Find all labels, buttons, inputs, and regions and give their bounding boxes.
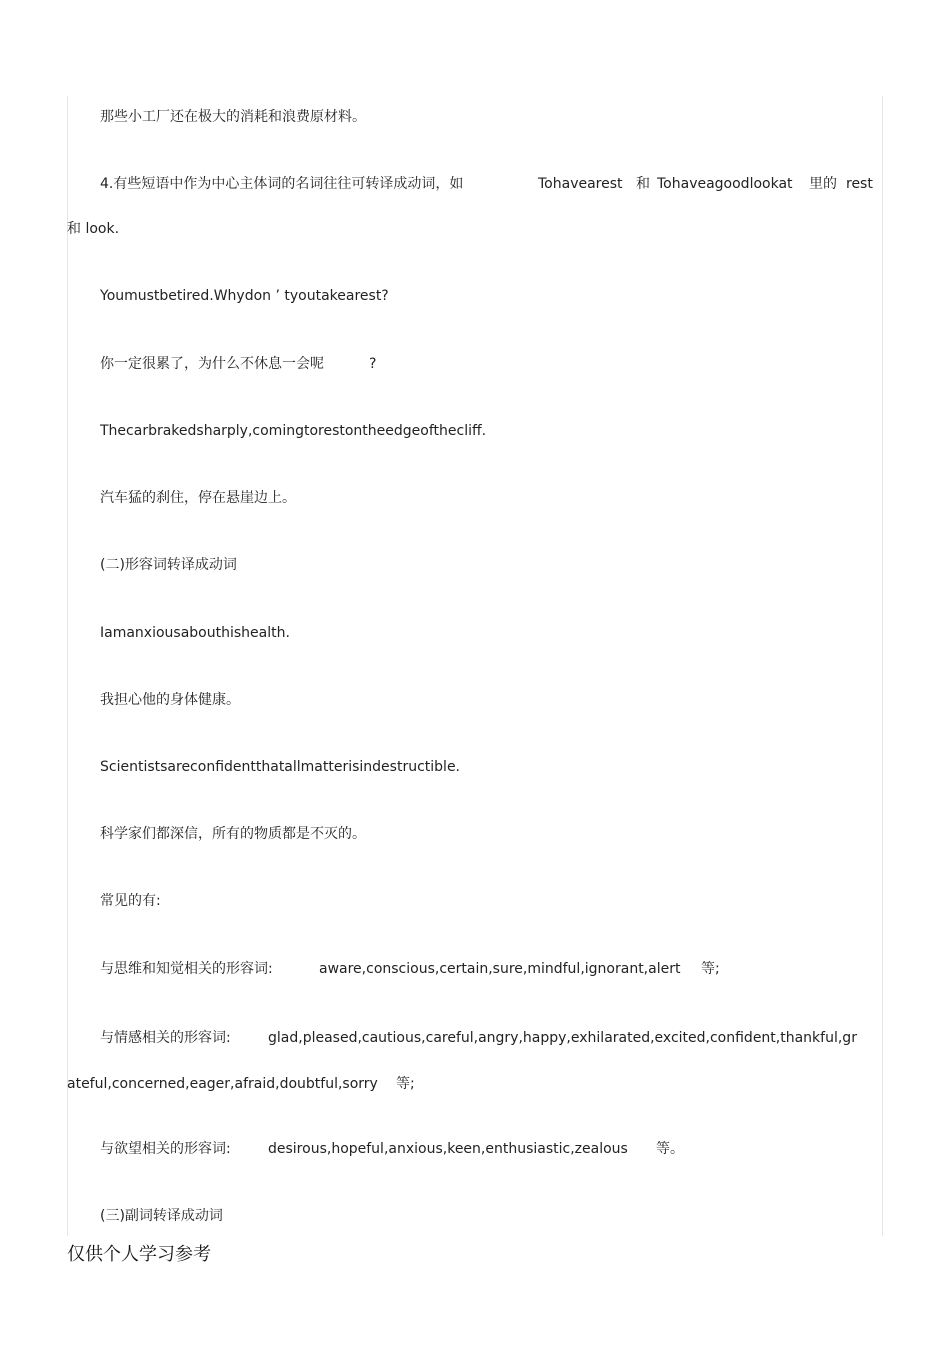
- word-list: ateful,concerned,eager,afraid,doubtful,sorry: [67, 1076, 378, 1092]
- inline-term: rest: [846, 176, 873, 192]
- inline-term: Tohavearest: [538, 176, 623, 192]
- example-sentence-en: Iamanxiousabouthishealth.: [100, 625, 290, 641]
- page-footer-note: 仅供个人学习参考: [67, 1244, 211, 1265]
- word-list: aware,conscious,certain,sure,mindful,ignorant,alert: [319, 961, 681, 977]
- inline-text: 等。: [656, 1141, 684, 1157]
- word-list: desirous,hopeful,anxious,keen,enthusiastic,zealous: [268, 1141, 628, 1157]
- inline-text: 里的: [809, 176, 837, 192]
- paragraph-line: 和 look.: [67, 221, 120, 237]
- inline-text: 等;: [701, 961, 720, 977]
- inline-text: 等;: [396, 1076, 415, 1092]
- example-sentence-zh: 你一定很累了，为什么不休息一会呢: [100, 356, 324, 372]
- section-heading: (三)副词转译成动词: [100, 1208, 223, 1224]
- example-sentence-zh: 科学家们都深信，所有的物质都是不灭的。: [100, 826, 366, 842]
- category-label: 与思维和知觉相关的形容词:: [100, 961, 273, 977]
- section-heading: (二)形容词转译成动词: [100, 557, 237, 573]
- page-border-left: [67, 96, 68, 1236]
- paragraph-line: 那些小工厂还在极大的消耗和浪费原材料。: [100, 109, 366, 125]
- paragraph-line: 常见的有:: [100, 893, 161, 909]
- inline-text: 和: [636, 176, 650, 192]
- example-sentence-en: Youmustbetired.Whydon ’ tyoutakearest?: [100, 288, 389, 304]
- inline-text: ?: [369, 356, 377, 372]
- example-sentence-zh: 我担心他的身体健康。: [100, 692, 240, 708]
- category-label: 与情感相关的形容词:: [100, 1030, 231, 1046]
- word-list: glad,pleased,cautious,careful,angry,happy,exhilarated,excited,confident,thankful,gr: [268, 1030, 857, 1046]
- paragraph-line: 4.有些短语中作为中心主体词的名词往往可转译成动词，如: [100, 176, 464, 192]
- example-sentence-zh: 汽车猛的刹住，停在悬崖边上。: [100, 490, 296, 506]
- category-label: 与欲望相关的形容词:: [100, 1141, 231, 1157]
- page-border-right: [882, 96, 883, 1236]
- inline-term: Tohaveagoodlookat: [657, 176, 793, 192]
- example-sentence-en: Scientistsareconfidentthatallmatterisindestructible.: [100, 759, 461, 775]
- example-sentence-en: Thecarbrakedsharply,comingtorestontheedgeofthecliff.: [100, 423, 487, 439]
